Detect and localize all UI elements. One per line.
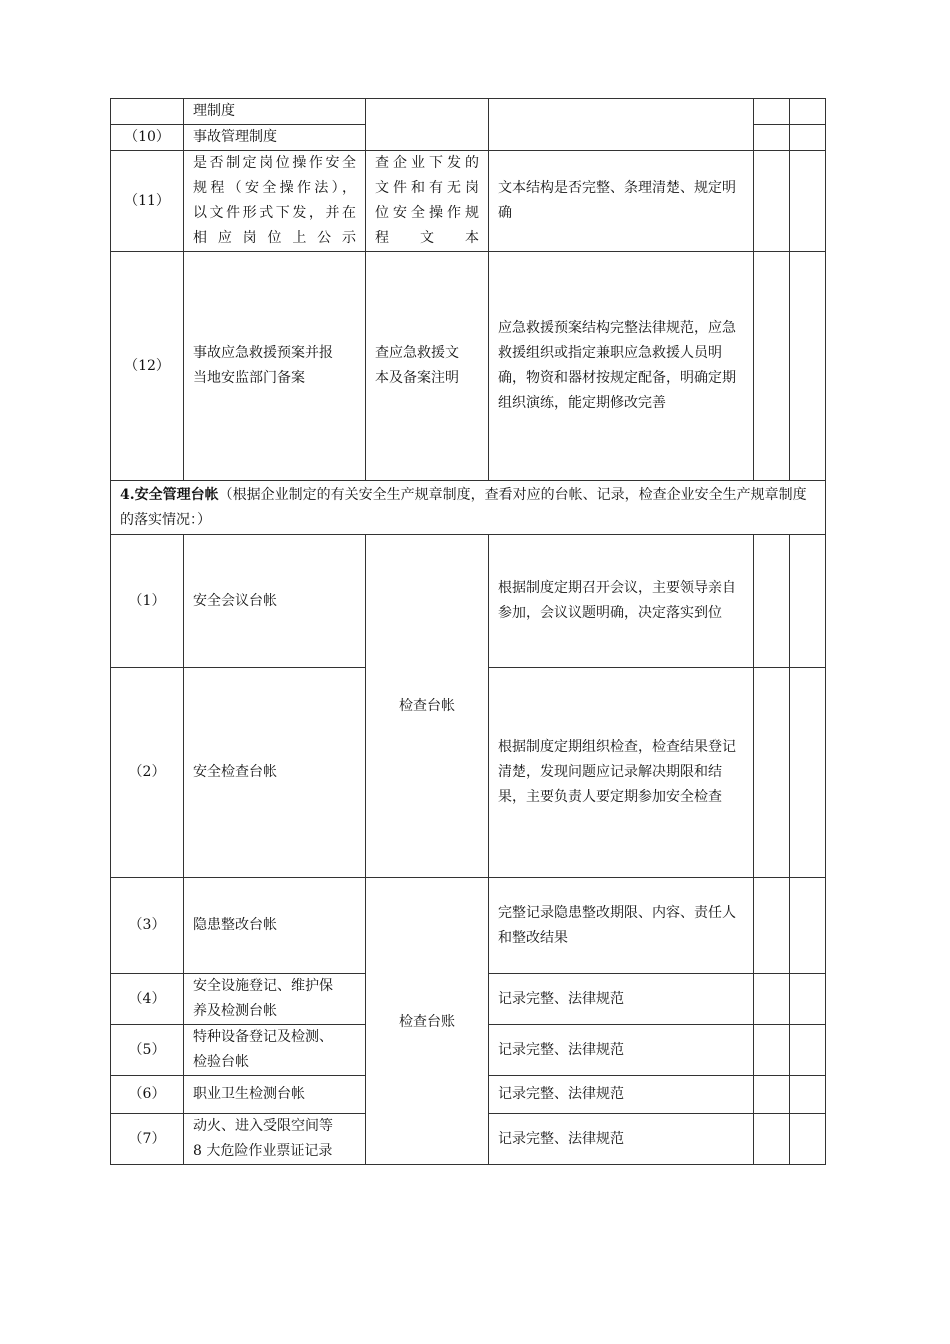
remark-cell	[790, 668, 826, 878]
standard-cell: 记录完整、法律规范	[489, 1076, 754, 1114]
score-cell	[754, 151, 790, 252]
remark-cell	[790, 974, 826, 1025]
row-number	[111, 99, 184, 125]
standard-cell: 根据制度定期召开会议，主要领导亲自参加，会议议题明确，决定落实到位	[489, 535, 754, 668]
score-cell	[754, 252, 790, 481]
row-number: （11）	[111, 151, 184, 252]
score-cell	[754, 99, 790, 125]
table-row	[111, 99, 826, 125]
score-cell	[754, 974, 790, 1025]
remark-cell	[790, 151, 826, 252]
method-cell: 检查台帐	[366, 535, 489, 878]
remark-cell	[790, 1025, 826, 1076]
section-header	[111, 481, 826, 535]
score-cell	[754, 668, 790, 878]
item-cell: 隐患整改台帐	[184, 878, 366, 974]
method-cell: 查应急救援文 本及备案注明	[366, 252, 489, 481]
item-cell: 安全检查台帐	[184, 668, 366, 878]
standard-cell: 应急救援预案结构完整法律规范，应急救援组织或指定兼职应急救援人员明确，物资和器材按规定配备，明确定期组织演练，能定期修改完善	[489, 252, 754, 481]
score-cell	[754, 535, 790, 668]
score-cell	[754, 878, 790, 974]
remark-cell	[790, 252, 826, 481]
item-cell: 动火、进入受限空间等 8 大危险作业票证记录	[184, 1114, 366, 1165]
inspection-table	[110, 98, 826, 1165]
row-number: （1）	[111, 535, 184, 668]
item-cell: 安全会议台帐	[184, 535, 366, 668]
remark-cell	[790, 535, 826, 668]
standard-cell: 记录完整、法律规范	[489, 1114, 754, 1165]
score-cell	[754, 1114, 790, 1165]
row-number: （7）	[111, 1114, 184, 1165]
remark-cell	[790, 1114, 826, 1165]
item-cell: 事故应急救援预案并报 当地安监部门备案	[184, 252, 366, 481]
standard-cell: 记录完整、法律规范	[489, 1025, 754, 1076]
table-row	[111, 252, 826, 481]
standard-cell: 文本结构是否完整、条理清楚、规定明确	[489, 151, 754, 252]
score-cell	[754, 1076, 790, 1114]
section-title: 4.安全管理台帐	[120, 486, 219, 503]
method-cell: 检查台账	[366, 878, 489, 1165]
table-row	[111, 535, 826, 668]
item-cell: 职业卫生检测台帐	[184, 1076, 366, 1114]
section-note: （根据企业制定的有关安全生产规章制度，查看对应的台帐、记录，检查企业安全生产规章制度的落实情况：）	[120, 486, 807, 528]
item-cell: 是否制定岗位操作安全 规程（安全操作法）， 以文件形式下发，并在 相应岗位上公示	[184, 151, 366, 252]
standard-cell: 记录完整、法律规范	[489, 974, 754, 1025]
remark-cell	[790, 125, 826, 151]
table-row	[111, 878, 826, 974]
remark-cell	[790, 99, 826, 125]
row-number: （12）	[111, 252, 184, 481]
item-cell: 理制度	[184, 99, 366, 125]
standard-cell	[489, 99, 754, 151]
table-row	[111, 151, 826, 252]
row-number: （2）	[111, 668, 184, 878]
row-number: （4）	[111, 974, 184, 1025]
score-cell	[754, 1025, 790, 1076]
standard-cell: 完整记录隐患整改期限、内容、责任人和整改结果	[489, 878, 754, 974]
row-number: （3）	[111, 878, 184, 974]
row-number: （5）	[111, 1025, 184, 1076]
row-number: （6）	[111, 1076, 184, 1114]
item-cell: 安全设施登记、维护保 养及检测台帐	[184, 974, 366, 1025]
method-cell: 查企业下发的 文件和有无岗 位安全操作规 程文本	[366, 151, 489, 252]
remark-cell	[790, 1076, 826, 1114]
section-header-row	[111, 481, 826, 535]
method-cell	[366, 99, 489, 151]
item-cell: 事故管理制度	[184, 125, 366, 151]
remark-cell	[790, 878, 826, 974]
row-number: （10）	[111, 125, 184, 151]
standard-cell: 根据制度定期组织检查，检查结果登记清楚，发现问题应记录解决期限和结果，主要负责人要定期参加安全检查	[489, 668, 754, 878]
score-cell	[754, 125, 790, 151]
item-cell: 特种设备登记及检测、 检验台帐	[184, 1025, 366, 1076]
